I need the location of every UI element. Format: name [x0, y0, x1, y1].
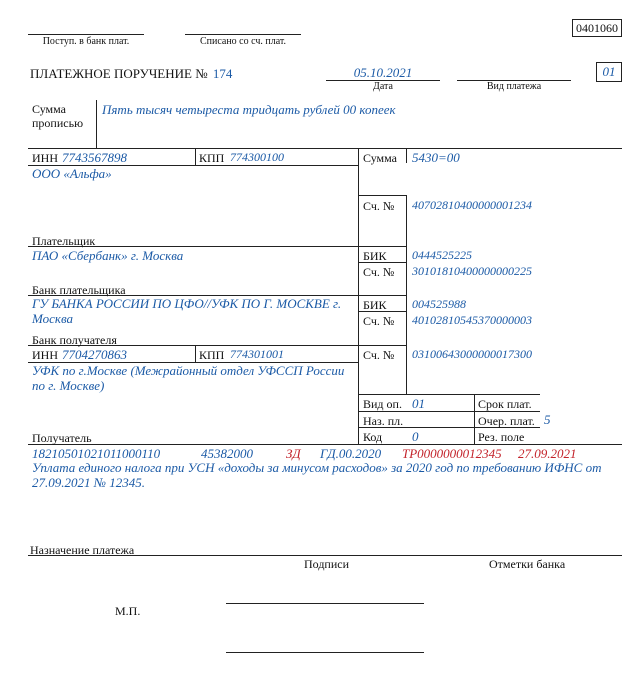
payee-bank-bik: 004525988 [412, 297, 466, 311]
tax-period: ГД.00.2020 [320, 446, 382, 461]
payee-bank-name: ГУ БАНКА РОССИИ ПО ЦФО//УФК ПО Г. МОСКВЕ г. Москва [32, 296, 342, 326]
amount-words-value: Пять тысяч четыреста тридцать рублей 00 копеек [102, 102, 396, 117]
tax-oktmo: 45382000 [201, 446, 253, 461]
payee-inn-label: ИНН [32, 348, 58, 362]
payee-account: 03100643000000017300 [412, 347, 532, 361]
page-title: ПЛАТЕЖНОЕ ПОРУЧЕНИЕ № 174 [30, 66, 233, 81]
payer-bank-name: ПАО «Сбербанк» г. Москва [32, 248, 184, 263]
payment-type-label: Вид платежа [486, 81, 542, 92]
amount-words-divider [96, 100, 97, 148]
signature-line-2 [226, 652, 424, 653]
order-value: 5 [544, 412, 551, 427]
payment-number: 174 [212, 66, 233, 81]
received-label: Поступ. в банк плат. [42, 36, 130, 47]
payee-name: УФК по г.Москве (Межрайонный отдел УФССП России по г. Москве) [32, 363, 345, 393]
reserve-label: Рез. поле [478, 430, 525, 444]
payer-bank-account: 30101810400000000225 [412, 264, 532, 278]
payee-inn: 7704270863 [62, 347, 127, 362]
purpose-text: Уплата единого налога при УСН «доходы за минусом расходов» за 2020 год по требованию ИФНС от 27.09.2021 № 12345. [32, 460, 602, 490]
grid-line [406, 148, 407, 163]
payment-date: 05.10.2021 [353, 65, 413, 80]
payee-bank-label: Банк получателя [32, 333, 117, 347]
grid-line [358, 394, 540, 395]
debited-line [185, 34, 301, 35]
received-line [28, 34, 144, 35]
tax-basis: ЗД [286, 446, 301, 461]
grid-line [195, 345, 196, 362]
payer-bank-label: Банк плательщика [32, 283, 126, 297]
signatures-label: Подписи [304, 557, 350, 571]
debited-label: Списано со сч. плат. [199, 36, 287, 47]
payee-account-label: Сч. № [363, 348, 395, 362]
payee-kpp: 774301001 [230, 347, 284, 361]
sum-value: 5430=00 [412, 150, 460, 165]
tax-kbk: 18210501021011000110 [32, 446, 161, 461]
grid-line [474, 394, 475, 444]
payee-label: Получатель [32, 431, 92, 445]
order-label: Очер. плат. [478, 414, 535, 428]
grid-line [358, 195, 406, 196]
payer-account-label: Сч. № [363, 199, 395, 213]
tax-doc-number: ТР0000000012345 [402, 446, 502, 461]
payer-account: 40702810400000001234 [412, 198, 532, 212]
sum-label: Сумма [363, 151, 397, 165]
payee-bank-bik-label: БИК [363, 298, 387, 312]
payee-bank-account: 40102810545370000003 [412, 313, 532, 327]
tax-doc-date: 27.09.2021 [518, 446, 577, 461]
payee-kpp-label: КПП [199, 348, 225, 362]
term-label: Срок плат. [478, 397, 532, 411]
op-type: 01 [412, 396, 425, 411]
signature-line-1 [226, 603, 424, 604]
code-label: Код [363, 430, 383, 444]
payer-bank-account-label: Сч. № [363, 265, 395, 279]
amount-words-label: Сумма прописью [32, 102, 84, 130]
payer-label: Плательщик [32, 234, 96, 248]
bank-marks-label: Отметки банка [489, 557, 566, 571]
grid-line [358, 148, 359, 444]
op-type-label: Вид оп. [363, 397, 402, 411]
grid-line [406, 195, 407, 394]
stamp-label: М.П. [115, 604, 141, 618]
status-box: 01 [596, 62, 622, 82]
payer-inn-label: ИНН [32, 151, 58, 165]
date-label: Дата [373, 81, 393, 92]
grid-line [195, 148, 196, 165]
code-value: 0 [412, 429, 419, 444]
payer-kpp-label: КПП [199, 151, 225, 165]
grid-line [28, 444, 622, 445]
payer-inn: 7743567898 [62, 150, 127, 165]
purpose-code-label: Наз. пл. [363, 414, 404, 428]
payee-bank-account-label: Сч. № [363, 314, 395, 328]
purpose-label: Назначение платежа [30, 543, 135, 557]
payer-kpp: 774300100 [230, 150, 284, 164]
payer-bank-bik: 0444525225 [412, 248, 472, 262]
payer-bank-bik-label: БИК [363, 249, 387, 263]
purpose-line [28, 555, 622, 556]
payer-name: ООО «Альфа» [32, 166, 112, 181]
form-code: 0401060 [572, 19, 622, 37]
grid-line [28, 148, 622, 149]
